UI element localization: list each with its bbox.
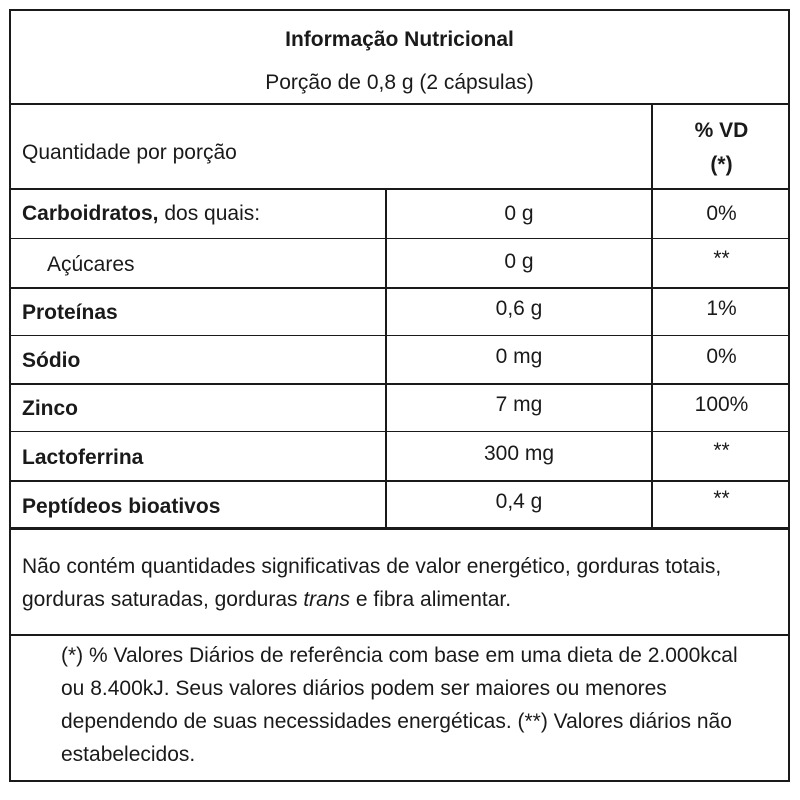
nutrient-vd-acucares: ** <box>713 247 730 270</box>
nutrient-vd-peptideos: ** <box>713 487 730 510</box>
nutrient-name-zinco: Zinco <box>22 397 78 420</box>
nonsignificant-note: Não contém quantidades significativas de valor energético, gorduras totais, gorduras saturadas, gorduras trans e fibra alimentar. <box>22 555 722 611</box>
vd-header-ref: (*) <box>710 153 733 176</box>
nutrient-name-acucares: Açúcares <box>47 253 135 276</box>
nutrient-vd-carboidratos: 0% <box>706 202 737 225</box>
daily-values-footnote: (*) % Valores Diários de referência com base em uma dieta de 2.000kcal ou 8.400kJ. Seus valores diários podem ser maiores ou menores dependendo de suas necessidades energéticas. (**) Valores diários não estabelecidos. <box>61 644 738 766</box>
nutrient-vd-sodio: 0% <box>706 345 737 368</box>
nutrient-name-lactoferrina: Lactoferrina <box>22 446 144 469</box>
vd-header: % VD <box>694 119 749 142</box>
divider-row-3 <box>11 335 788 336</box>
quantity-per-portion-label: Quantidade por porção <box>22 141 237 164</box>
nutrient-amount-sodio: 0 mg <box>495 345 543 368</box>
nutrient-vd-lactoferrina: ** <box>713 439 730 462</box>
nutrient-vd-proteinas: 1% <box>706 297 737 320</box>
divider-table-end <box>11 527 788 530</box>
nutrient-name-peptideos: Peptídeos bioativos <box>22 495 221 518</box>
divider-row-4 <box>11 383 788 385</box>
divider-row-1 <box>11 238 788 239</box>
divider-row-2 <box>11 287 788 289</box>
nutrient-amount-carboidratos: 0 g <box>504 202 534 225</box>
table-title: Informação Nutricional <box>285 28 514 51</box>
nutrient-vd-zinco: 100% <box>694 393 749 416</box>
divider-header <box>11 103 788 105</box>
nutrient-name-sodio: Sódio <box>22 349 81 372</box>
nutrient-amount-zinco: 7 mg <box>495 393 543 416</box>
divider-notes <box>11 634 788 636</box>
nutrient-name-proteinas: Proteínas <box>22 301 118 324</box>
nutrient-amount-lactoferrina: 300 mg <box>483 442 555 465</box>
nutrient-amount-acucares: 0 g <box>504 250 534 273</box>
nutrient-amount-proteinas: 0,6 g <box>495 297 543 320</box>
divider-columns <box>11 188 788 190</box>
nutrient-name-carboidratos: Carboidratos, dos quais: <box>22 202 261 225</box>
nutrient-amount-peptideos: 0,4 g <box>495 490 543 513</box>
portion-size: Porção de 0,8 g (2 cápsulas) <box>265 71 534 94</box>
nutrition-facts-table <box>9 9 790 782</box>
divider-row-5 <box>11 431 788 432</box>
divider-row-6 <box>11 480 788 482</box>
